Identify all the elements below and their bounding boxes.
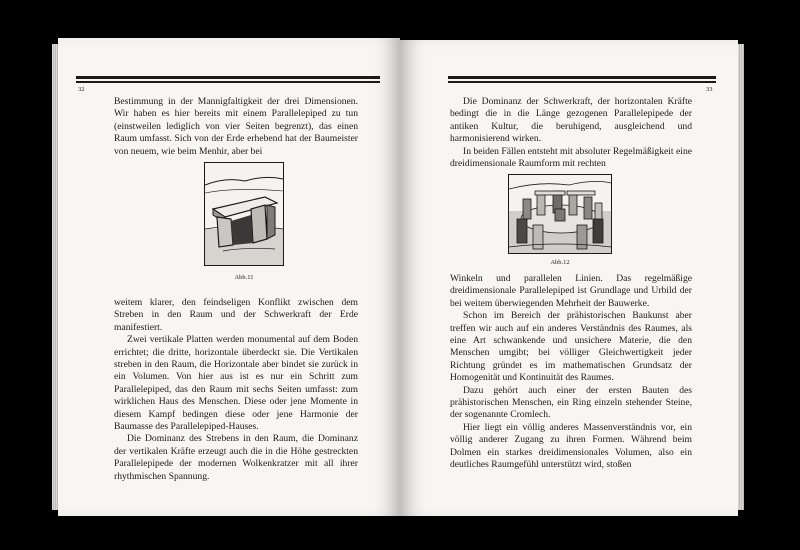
- paragraph: Die Dominanz des Strebens in den Raum, die Dominanz der vertikalen Kräfte erzeugt auch die in die Höhe gestreckten Parallelepipede der modernen Wolkenkratzer mit all ihrer rhythmischen Spannung.: [114, 433, 358, 482]
- dolmen-illustration: [204, 162, 284, 266]
- left-text-top: [114, 96, 358, 158]
- header-rule-left: [76, 76, 380, 85]
- page-number-left: 32: [78, 86, 85, 93]
- paragraph: Die Dominanz der Schwerkraft, der horizontalen Kräfte bedingt die in die Länge gezogenen Parallelepipede der antiken Kultur, die beruhigend, ausgleichend und harmonisierend wirken.: [450, 96, 692, 145]
- paragraph: Winkeln und parallelen Linien. Das regelmäßige dreidimensionale Parallelepiped ist Grundlage und Urbild der bei weitem überwiegenden Mehrheit der Bauwerke.: [450, 273, 692, 309]
- right-text-bottom: [450, 273, 692, 472]
- paragraph: Schon im Bereich der prähistorischen Baukunst aber treffen wir auch auf ein anderes Verständnis des Raumes, als eine Art schwankende und unsichere Materie, die den Menschen umgibt; bei völliger Gleichwertigkeit jeder Richtung gründet es im mathematischen Grundsatz der Homogenität und Kontinuität des Raumes.: [450, 310, 692, 384]
- paragraph: Hier liegt ein völlig anderes Massenverständnis vor, ein völlig anderer Zugang zu ihren Formen. Während beim Dolmen ein starkes dreidimensionales Volumen, also ein deutliches Raumgefühl unterstützt wird, stoßen: [450, 421, 692, 471]
- cromlech-illustration: [508, 174, 612, 254]
- page-number-right: 33: [706, 86, 713, 93]
- paragraph: Zwei vertikale Platten werden monumental auf dem Boden errichtet; die dritte, horizontale überdeckt sie. Die Vertikalen streben in den Raum, die Horizontale aber bindet sie zurück in ein Volumen. Von hier aus ist es nur ein Schritt zum Parallelepiped, das den Raum mit sechs Seiten umfasst: zum wirklichen Haus des Menschen. Diese oder jene Momente in diesem Kampf bedingen diese oder jene Harmonie der Baumasse des Parallelepiped-Hauses.: [114, 334, 358, 433]
- paragraph: Bestimmung in der Mannigfaltigkeit der drei Dimensionen. Wir haben es hier bereits mit einem Parallelepiped zu tun (einstweilen lediglich von vier Seiten begrenzt), das einen Raum umfasst. Sich von der Erde erhebend hat der Baumeister von neuem, wie beim Menhir, aber bei: [114, 96, 358, 157]
- paragraph: Dazu gehört auch einer der ersten Bauten des prähistorischen Menschen, ein Ring einzeln stehender Steine, der sogenannte Cromlech.: [450, 384, 692, 421]
- figure-caption-right: Abb.12: [550, 259, 570, 266]
- right-text-top: [450, 96, 692, 170]
- header-rule-right: [448, 76, 716, 85]
- figure-caption-left: Abb.11: [234, 274, 254, 281]
- paragraph: In beiden Fällen entsteht mit absoluter Regelmäßigkeit eine dreidimensionale Raumform mit rechten: [450, 145, 692, 170]
- left-text-bottom: [114, 297, 358, 483]
- paragraph: weitem klarer, den feindseligen Konflikt zwischen dem Streben in den Raum und der Schwerkraft der Erde manifestiert.: [114, 297, 358, 333]
